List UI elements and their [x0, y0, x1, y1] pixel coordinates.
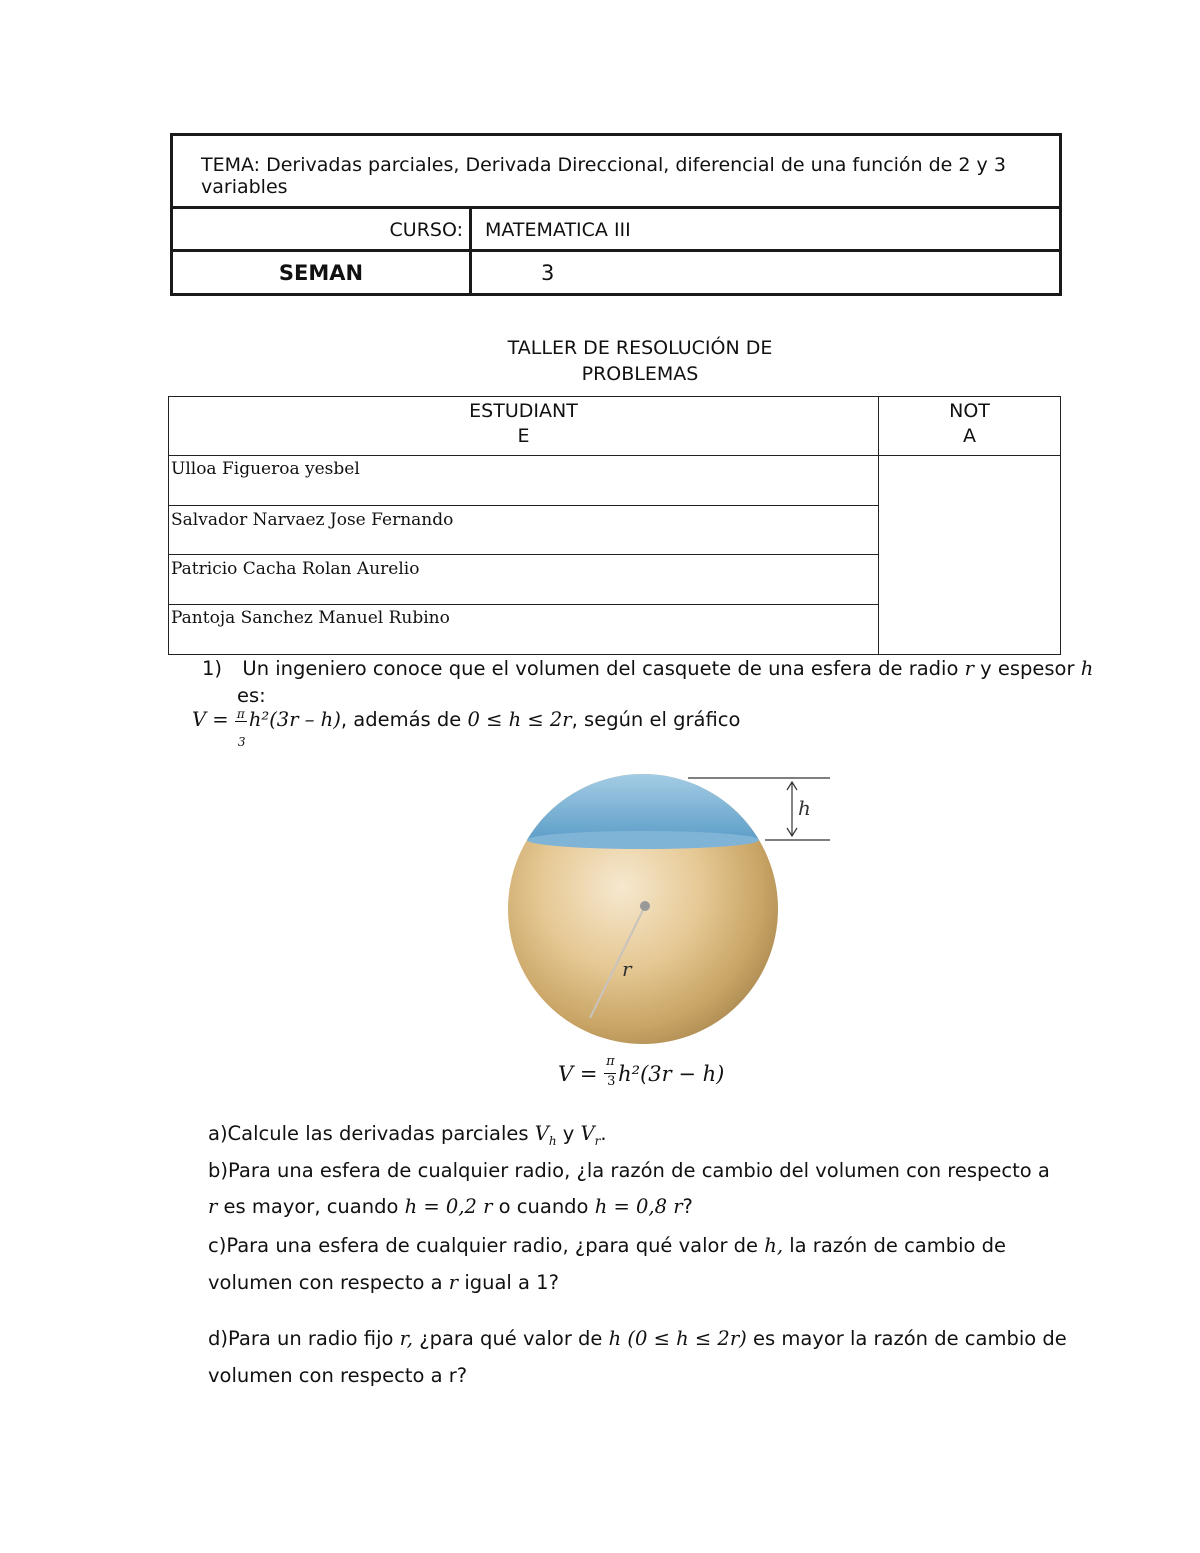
question-d-line-1 [208, 1326, 1067, 1352]
var-h: h [1080, 657, 1094, 680]
student-name: Patricio Cacha Rolan Aurelio [171, 559, 420, 579]
text-span: y espesor [980, 657, 1075, 680]
text-span: a)Calcule las derivadas parciales [208, 1122, 529, 1145]
title-line-1: TALLER DE RESOLUCIÓN DE [507, 337, 773, 359]
sphere-figure [500, 770, 830, 1100]
text-span: , además de [340, 708, 462, 731]
text-span: y [562, 1122, 575, 1145]
condition-expr: 0 ≤ h ≤ 2r [467, 708, 572, 731]
problem-intro-2: es: [237, 684, 266, 707]
divider [169, 604, 878, 605]
title-line-2: PROBLEMAS [581, 363, 699, 385]
student-name: Ulloa Figueroa yesbel [171, 459, 360, 479]
expr: (0 ≤ h ≤ 2r) [627, 1327, 747, 1350]
question-c-line-1 [208, 1233, 1006, 1259]
page-title [0, 335, 1200, 387]
text-span: igual a 1? [464, 1271, 559, 1294]
divider [173, 206, 1059, 209]
var-h: h, [764, 1234, 784, 1257]
center-dot [640, 901, 650, 911]
semana-label: SEMAN [278, 261, 364, 285]
column-header-student [169, 399, 878, 449]
subscript: h [548, 1133, 557, 1148]
text-span: ? [682, 1195, 693, 1218]
column-header-line: A [963, 425, 976, 447]
var-vr [580, 1122, 601, 1148]
divider [469, 206, 472, 296]
var-v: V [580, 1122, 595, 1145]
caption-rest: h²(3r − h) [618, 1062, 725, 1086]
fraction-num: π [236, 707, 245, 721]
text-span: volumen con respecto a [208, 1271, 443, 1294]
column-header-line: E [517, 425, 530, 447]
divider [173, 249, 1059, 252]
var-vh [534, 1122, 557, 1148]
fraction-num: π [606, 1054, 615, 1069]
text-span: , según el gráfico [571, 708, 741, 731]
text-span: . [600, 1122, 607, 1145]
question-a [208, 1121, 607, 1154]
curso-value: MATEMATICA III [485, 219, 631, 241]
curso-label: CURSO: [389, 219, 463, 241]
label-r: r [622, 957, 632, 981]
text-span: ¿para qué valor de [419, 1327, 603, 1350]
formula-line [192, 707, 741, 749]
var-r: r, [399, 1327, 414, 1350]
formula-v: V = [192, 708, 229, 731]
problem-intro [202, 656, 1093, 682]
question-d-line-2: volumen con respecto a r? [208, 1364, 468, 1387]
question-b-line-1: b)Para una esfera de cualquier radio, ¿la razón de cambio del volumen con respecto a [208, 1159, 1050, 1182]
subscript: r [594, 1133, 601, 1148]
divider [878, 397, 879, 654]
fraction-den: 3 [237, 735, 246, 749]
divider [169, 455, 1060, 456]
text-span: o cuando [498, 1195, 589, 1218]
divider [169, 505, 878, 506]
var-r: r [208, 1195, 218, 1218]
semana-value: 3 [541, 261, 555, 285]
var-v: V [534, 1122, 549, 1145]
fraction-bar [235, 721, 247, 722]
caption-v: V = [558, 1062, 598, 1086]
figure-caption [558, 1054, 725, 1089]
text-span: Un ingeniero conoce que el volumen del casquete de una esfera de radio [242, 657, 959, 680]
var-r: r [448, 1271, 459, 1294]
expr: h = 0,8 r [594, 1195, 683, 1218]
column-header-line: NOT [949, 400, 990, 422]
students-table [168, 396, 1061, 655]
sphere-cap [500, 770, 800, 840]
header-table [170, 133, 1062, 296]
column-header-grade [878, 399, 1061, 449]
divider [169, 554, 878, 555]
student-name: Pantoja Sanchez Manuel Rubino [171, 608, 450, 628]
problem-number: 1) [202, 657, 223, 680]
var-r: r [964, 657, 974, 680]
cap-rim [527, 831, 759, 849]
var-h: h [608, 1327, 622, 1350]
question-b-line-2 [208, 1194, 693, 1220]
text-span: la razón de cambio de [789, 1234, 1007, 1257]
text-span: d)Para un radio fijo [208, 1327, 394, 1350]
text-span: c)Para una esfera de cualquier radio, ¿para qué valor de [208, 1234, 759, 1257]
text-span: es mayor la razón de cambio de [752, 1327, 1067, 1350]
column-header-line: ESTUDIANT [469, 400, 578, 422]
fraction [604, 1054, 618, 1089]
student-name: Salvador Narvaez Jose Fernando [171, 510, 454, 530]
text-span: es mayor, cuando [223, 1195, 399, 1218]
formula-rest: h²(3r – h) [248, 708, 341, 731]
fraction-den: 3 [607, 1074, 616, 1089]
tema-text: TEMA: Derivadas parciales, Derivada Direccional, diferencial de una función de 2 y 3 variables [201, 154, 1006, 198]
question-c-line-2 [208, 1270, 559, 1296]
expr: h = 0,2 r [404, 1195, 493, 1218]
label-h: h [798, 796, 811, 820]
